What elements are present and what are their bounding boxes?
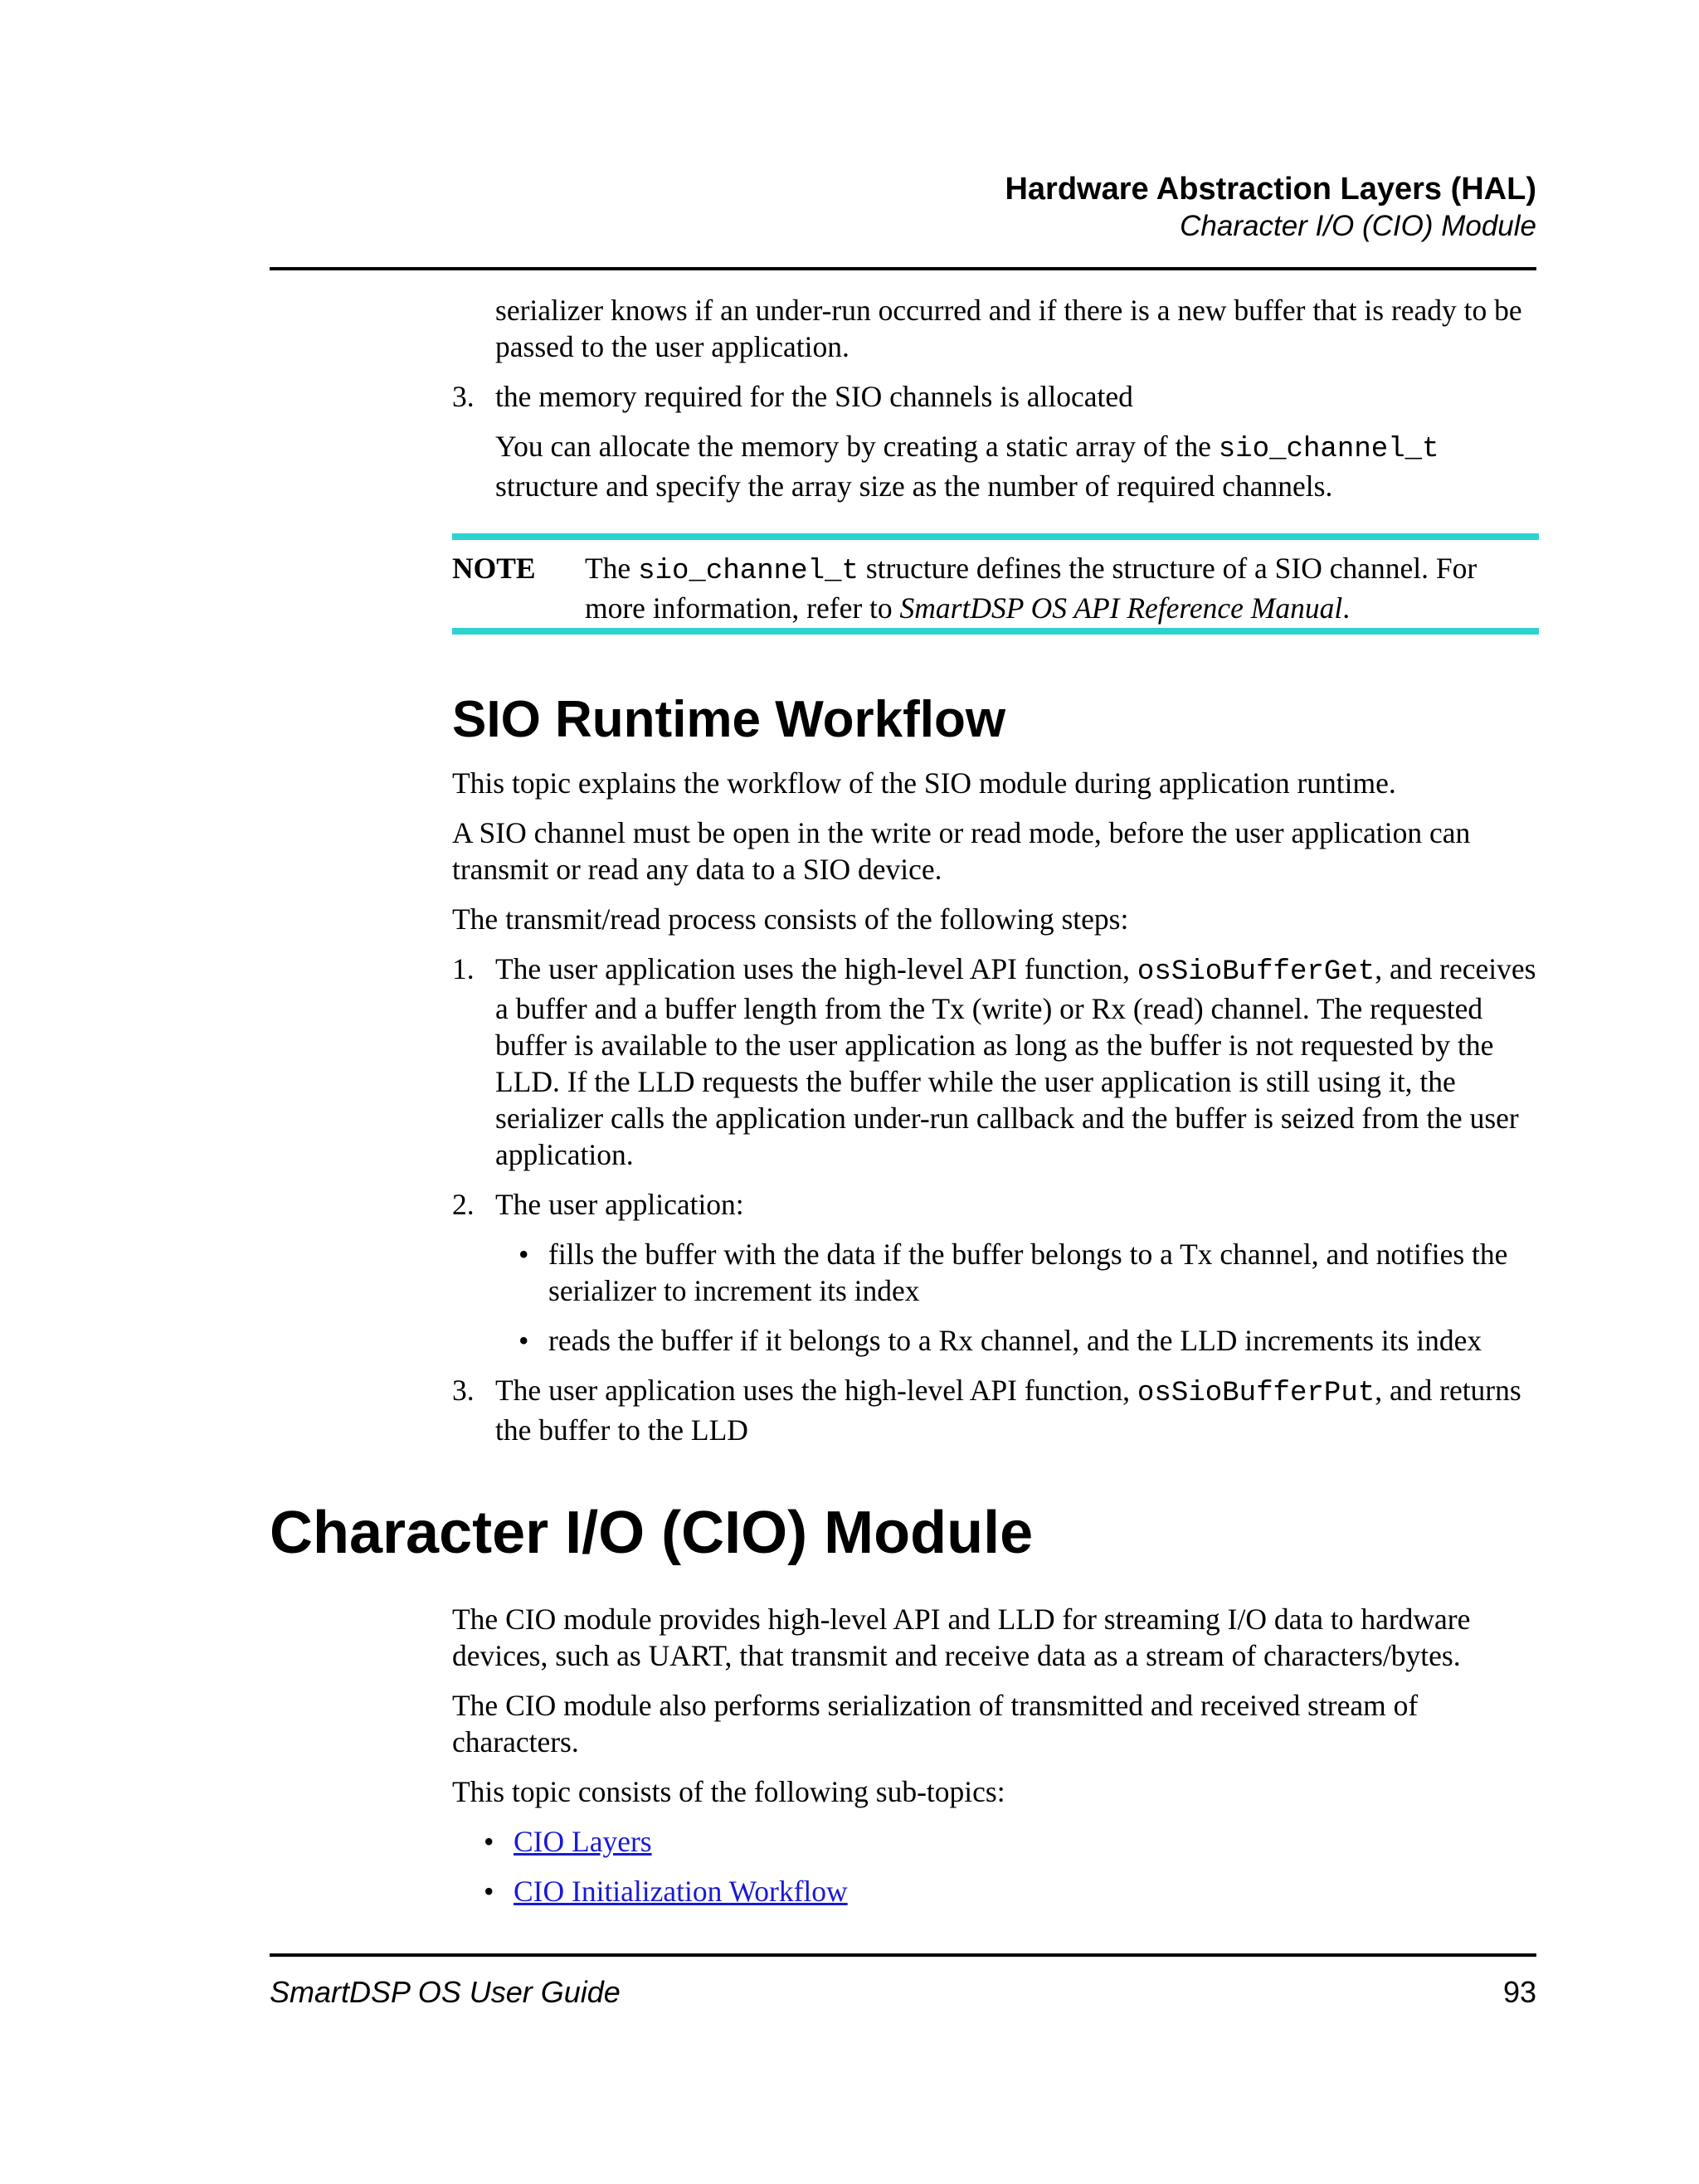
- sio-step-2: [452, 1186, 1539, 1359]
- note-box: [452, 533, 1539, 635]
- section-heading-sio-runtime: SIO Runtime Workflow: [452, 691, 1006, 748]
- step-number: 2.: [452, 1188, 475, 1221]
- header-subtitle: Character I/O (CIO) Module: [1180, 210, 1536, 242]
- cio-paragraph-subtopics: This topic consists of the following sub-topics:: [452, 1775, 1005, 1808]
- sio-paragraph-steps-intro: The transmit/read process consists of the following steps:: [452, 902, 1129, 936]
- bullet-icon: •: [518, 1324, 529, 1357]
- cio-section: [452, 1601, 1539, 1923]
- code-sio-channel-t: sio_channel_t: [1218, 434, 1439, 465]
- note-text: The sio_channel_t structure defines the structure of a SIO channel. For more information, refer to SmartDSP OS API Reference Manual.: [585, 552, 1477, 625]
- sio-runtime-section: [452, 765, 1539, 1462]
- code-ossiobufferget: osSioBufferGet: [1137, 956, 1375, 988]
- note-label: NOTE: [452, 552, 536, 585]
- list-item: • reads the buffer if it belongs to a Rx channel, and the LLD increments its index: [518, 1324, 1482, 1357]
- list-item: • fills the buffer with the data if the buffer belongs to a Tx channel, and notifies the serializer to increment its index: [518, 1238, 1508, 1307]
- step-number: 3.: [452, 1374, 475, 1407]
- bullet-icon: •: [484, 1875, 494, 1908]
- cio-paragraph-intro: The CIO module provides high-level API and LLD for streaming I/O data to hardware devices, such as UART, that transmit and receive data as a stream of characters/bytes.: [452, 1603, 1471, 1672]
- sio-step-1: [452, 951, 1539, 1173]
- link-cio-initialization-workflow[interactable]: CIO Initialization Workflow: [514, 1875, 848, 1908]
- bullet-icon: •: [484, 1825, 494, 1858]
- step-text: The user application:: [495, 1188, 744, 1221]
- step-text: The user application uses the high-level API function, osSioBufferGet, and receives a buffer and a buffer length from the Tx (write) or Rx (read) channel. The requested buffer is available to the user application as long as the buffer is not requested by the LLD. If the LLD requests the buffer while the user application is still using it, the serializer calls the application under-run callback and the buffer is seized from the user application.: [495, 952, 1536, 1171]
- link-cio-layers[interactable]: CIO Layers: [514, 1825, 652, 1858]
- step-number: 1.: [452, 952, 475, 985]
- list-item: [484, 1873, 1539, 1909]
- step-number: 3.: [452, 380, 475, 413]
- continuation-paragraph: serializer knows if an under-run occurred and if there is a new buffer that is ready to be passed to the user application.: [495, 294, 1522, 363]
- cio-paragraph-serialization: The CIO module also performs serialization of transmitted and received stream of characters.: [452, 1689, 1419, 1758]
- header-rule: [270, 267, 1536, 270]
- page-number: 93: [1502, 1975, 1536, 2009]
- section-heading-cio-module: Character I/O (CIO) Module: [270, 1500, 1034, 1566]
- running-header: [270, 170, 1536, 245]
- sio-paragraph-open-mode: A SIO channel must be open in the write or read mode, before the user application can transmit or read any data to a SIO device.: [452, 816, 1471, 886]
- footer-rule: [270, 1953, 1536, 1957]
- subtopic-links: [452, 1823, 1539, 1909]
- list-item: [484, 1823, 1539, 1860]
- top-section: [452, 292, 1539, 518]
- step-text: the memory required for the SIO channels is allocated: [495, 380, 1133, 413]
- header-title: Hardware Abstraction Layers (HAL): [1005, 172, 1536, 207]
- memory-step: [452, 378, 1539, 504]
- manual-reference: SmartDSP OS API Reference Manual: [899, 591, 1343, 625]
- sio-intro: This topic explains the workflow of the SIO module during application runtime.: [452, 766, 1396, 800]
- sio-step-3: [452, 1372, 1539, 1448]
- footer-doc-title: SmartDSP OS User Guide: [270, 1975, 621, 2009]
- step-2-bullets: [495, 1236, 1539, 1359]
- code-ossiobufferput: osSioBufferPut: [1137, 1378, 1375, 1409]
- step-detail: You can allocate the memory by creating a static array of the sio_channel_t structure and specify the array size as the number of required channels.: [495, 430, 1439, 503]
- step-text: The user application uses the high-level API function, osSioBufferPut, and returns the buffer to the LLD: [495, 1374, 1521, 1447]
- code-sio-channel-t: sio_channel_t: [638, 556, 859, 587]
- bullet-icon: •: [518, 1238, 529, 1271]
